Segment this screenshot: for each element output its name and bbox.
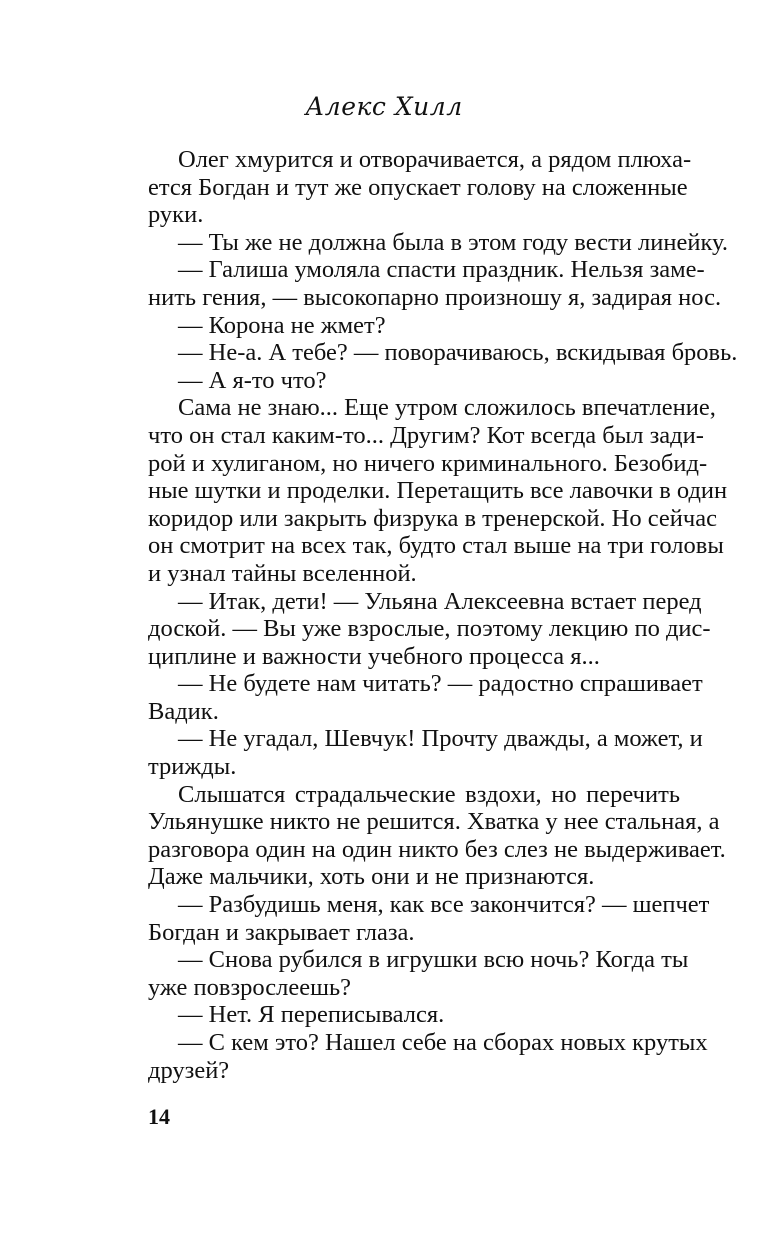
text-line: — Не будете нам читать? — радостно спрашивает xyxy=(178,670,703,698)
text-line: Вадик. xyxy=(148,697,219,725)
text-line: разговора один на один никто без слез не выдерживает. xyxy=(148,835,726,863)
text-line: — Нет. Я переписывался. xyxy=(178,1001,445,1029)
text-line: и узнал тайны вселенной. xyxy=(148,559,417,587)
text-line: он смотрит на всех так, будто стал выше на три головы xyxy=(148,532,724,560)
text-line: Ульянушке никто не решится. Хватка у нее стальная, а xyxy=(148,808,720,836)
text-line: Богдан и закрывает глаза. xyxy=(148,918,415,946)
text-line: руки. xyxy=(148,201,204,229)
text-line: — Разбудишь меня, как все закончится? — шепчет xyxy=(178,891,710,919)
text-line: уже повзрослеешь? xyxy=(148,973,352,1001)
text-line: — Ты же не должна была в этом году вести линейку. xyxy=(178,228,728,256)
text-line: — Не-а. А тебе? — поворачиваюсь, вскидывая бровь. xyxy=(178,339,738,367)
text-line: Даже мальчики, хоть они и не признаются. xyxy=(148,863,595,891)
text-line: Сама не знаю... Еще утром сложилось впечатление, xyxy=(178,394,716,422)
text-line: что он стал каким-то... Другим? Кот всегда был зади- xyxy=(148,421,704,449)
text-line: доской. — Вы уже взрослые, поэтому лекцию по дис- xyxy=(148,615,711,643)
text-line: друзей? xyxy=(148,1056,230,1084)
body-text xyxy=(148,146,738,1084)
text-line: трижды. xyxy=(148,753,237,781)
text-line: — Итак, дети! — Ульяна Алексеевна встает перед xyxy=(178,587,702,615)
text-line: Слышатся страдальческие вздохи, но перечить xyxy=(178,780,680,808)
text-line: ется Богдан и тут же опускает голову на сложенные xyxy=(148,173,688,201)
text-line: коридор или закрыть физрука в тренерской. Но сейчас xyxy=(148,504,717,532)
text-line: — Галиша умоляла спасти праздник. Нельзя заме- xyxy=(178,256,705,284)
text-line: Олег хмурится и отворачивается, а рядом плюха- xyxy=(178,146,692,173)
text-line: — Корона не жмет? xyxy=(178,311,386,339)
text-line: рой и хулиганом, но ничего криминального. Безобид- xyxy=(148,449,708,477)
text-line: циплине и важности учебного процесса я... xyxy=(148,642,600,670)
text-line: ные шутки и проделки. Перетащить все лавочки в один xyxy=(148,477,728,505)
text-line: — А я-то что? xyxy=(178,366,327,394)
text-line: нить гения, — высокопарно произношу я, задирая нос. xyxy=(148,283,722,311)
text-line: — Снова рубился в игрушки всю ночь? Когда ты xyxy=(178,946,689,974)
running-header-author: Алекс Хилл xyxy=(305,92,463,121)
text-line: — Не угадал, Шевчук! Прочту дважды, а может, и xyxy=(178,725,703,753)
page-number: 14 xyxy=(148,1104,170,1129)
text-line: — С кем это? Нашел себе на сборах новых крутых xyxy=(178,1029,708,1056)
